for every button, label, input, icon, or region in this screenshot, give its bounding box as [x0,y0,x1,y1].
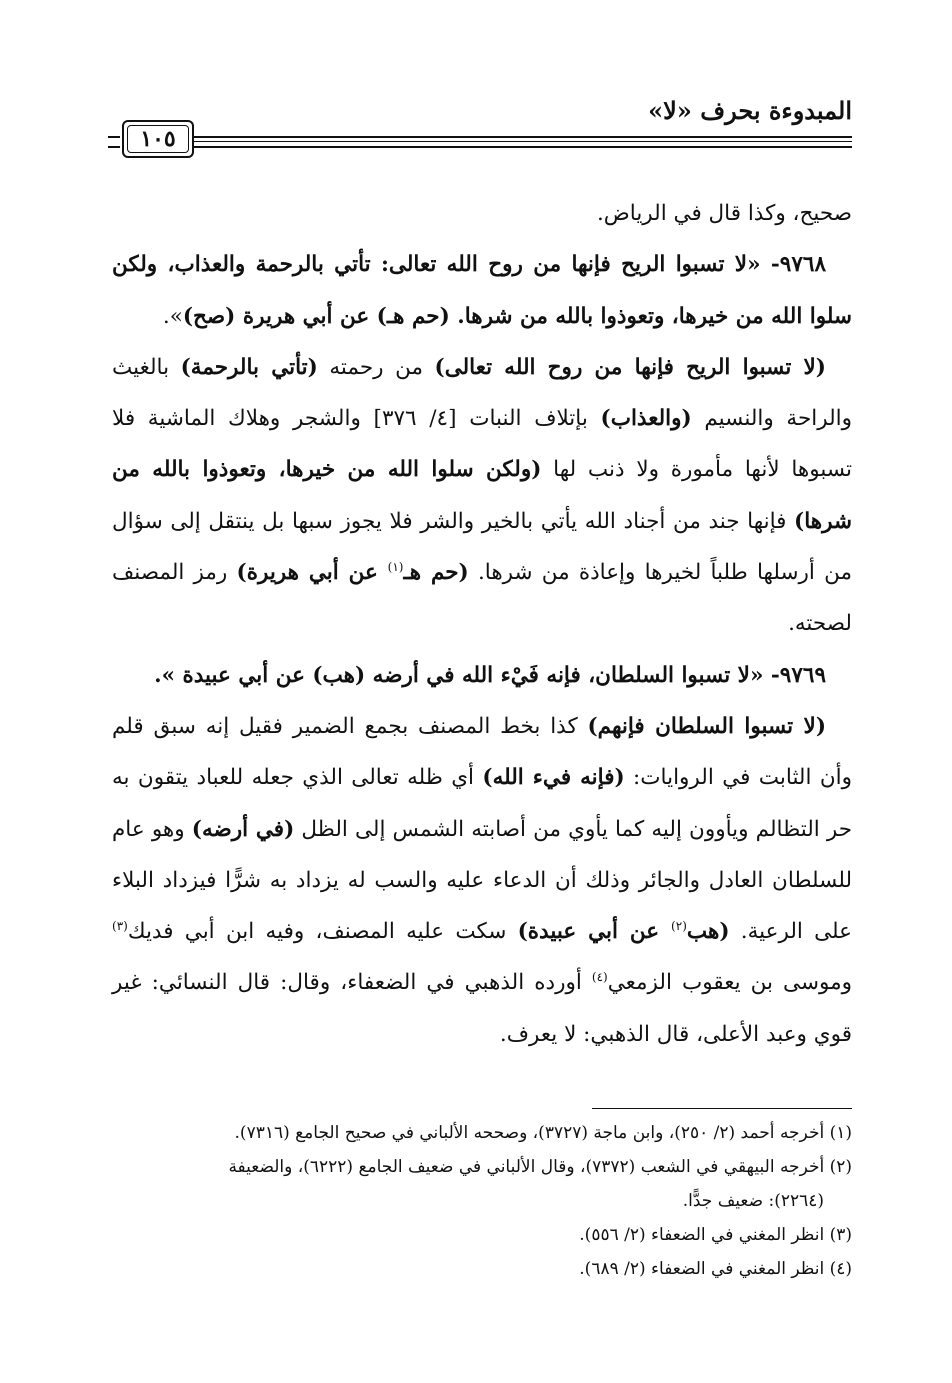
header-rule-end [108,136,120,148]
source-segment: عن أبي عبيدة) [517,919,672,945]
text-segment: وموسى بن يعقوب الزمعي [607,970,853,996]
quote-segment: (لا تسبوا السلطان فإنهم) [587,713,826,739]
source-segment: (حم هـ [403,560,469,586]
footnote-3: (٣) انظر المغني في الضعفاء (٢/ ٥٥٦). [579,1225,852,1245]
text-segment: أي ظله تعالى الذي جعله للعباد يتقون به حر التظالم ويأوون إليه كما يأوي من أصابته الشمس إلى الظل [112,765,852,842]
text-segment: وهو عام للسلطان العادل والجائر وذلك أن الدعاء عليه والسب له يزداد به شرًّا فيزداد البلاء على الرعية. [112,816,853,945]
hadith-9769: ٩٧٦٩- «لا تسبوا السلطان، فإنه فَيْء الله في أرضه (هب) عن أبي عبيدة ». [154,662,826,688]
main-text [112,188,852,1060]
page-number: ١٠٥ [140,126,176,152]
text-segment: بإتلاف النبات [٤/ ٣٧٦] والشجر وهلاك الماشية فلا تسبوها لأنها مأمورة ولا ذنب لها [112,406,852,483]
hadith-9768 [112,239,852,342]
quote-segment: (والعذاب) [600,406,692,432]
source-segment: (هب [686,919,730,945]
hadith-close: ». [162,303,183,329]
quote-segment: (في أرضه) [191,816,295,842]
header-rule [187,136,852,148]
footnote-2: (٢) أخرجه البيهقي في الشعب (٧٣٧٢)، وقال الألباني في ضعيف الجامع (٦٢٢٢)، والضعيفة [228,1157,852,1177]
text-segment: من رحمته [317,354,435,380]
page-header [112,96,852,156]
commentary-9768 [112,342,852,650]
footnote-separator [592,1108,852,1109]
footnote-2-continued: (٢٢٦٤): ضعيف جدًّا. [682,1191,824,1211]
text-segment: بالغيث والراحة والنسيم [112,354,852,432]
footnotes [112,1116,852,1286]
quote-segment: (فإنه فيء الله) [482,765,625,791]
commentary-9769 [112,701,852,1060]
page-number-box [122,120,194,158]
text-segment: رمز المصنف لصحته. [112,560,852,637]
quote-segment: (تأتي بالرحمة) [180,354,318,380]
footnote-4: (٤) انظر المغني في الضعفاء (٢/ ٦٨٩). [579,1259,852,1279]
text-segment: فإنها جند من أجناد الله يأتي بالخير والشر فلا يجوز سبها بل ينتقل إلى سؤال من أرسلها طلباً لخيرها وإعاذة من شرها. [112,508,852,586]
footnote-ref-3[interactable]: (٣) [112,919,128,933]
text-segment: كذا بخط المصنف بجمع الضمير فقيل إنه سبق قلم وأن الثابت في الروايات: [112,713,852,791]
footnote-1: (١) أخرجه أحمد (٢/ ٢٥٠)، وابن ماجة (٣٧٢٧)، وصححه الألباني في صحيح الجامع (٧٣١٦). [234,1123,852,1143]
running-title: المبدوءة بحرف «لا» [648,96,852,125]
footnote-ref-1[interactable]: (١) [387,559,404,574]
quote-segment: (لا تسبوا الريح فإنها من روح الله تعالى) [434,354,826,380]
text-line: صحيح، وكذا قال في الرياض. [596,201,852,226]
quote-segment: (ولكن سلوا الله من خيرها، وتعوذوا بالله من شرها) [112,457,852,534]
footnote-ref-2[interactable]: (٢) [671,919,687,933]
footnote-ref-4[interactable]: (٤) [591,970,608,985]
hadith-text: ٩٧٦٨- «لا تسبوا الريح فإنها من روح الله تعالى: تأتي بالرحمة والعذاب، ولكن سلوا الله من خيرها، وتعوذوا بالله من شرها. (حم هـ) عن أبي هريرة (صح) [112,252,852,329]
source-segment: عن أبي هريرة) [236,560,388,586]
text-segment: أورده الذهبي في الضعفاء، وقال: قال النسائي: غير قوي وعبد الأعلى، قال الذهبي: لا يعرف. [112,970,852,1047]
text-segment: سكت عليه المصنف، وفيه ابن أبي فديك [127,919,518,945]
